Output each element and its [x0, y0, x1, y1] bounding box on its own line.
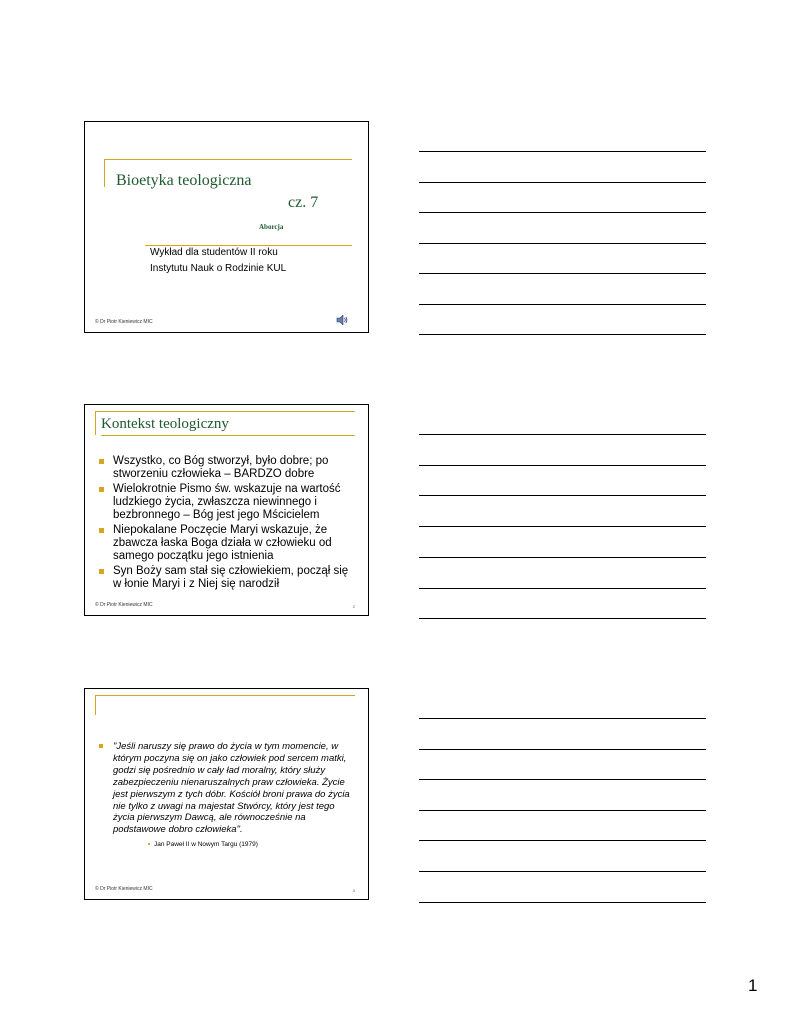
lecture-line-2: Instytutu Nauk o Rodzinie KUL [150, 263, 287, 274]
title-left-rule [95, 695, 96, 715]
title-left-rule [95, 411, 96, 435]
slide-footer: © Dr Piotr Kieniewicz MIC [95, 319, 153, 325]
bullet-item [97, 565, 352, 591]
note-line [419, 182, 706, 183]
title-top-rule [95, 695, 355, 696]
slide-title: Kontekst teologiczny [101, 416, 229, 432]
bullet-square-icon [99, 487, 104, 492]
lecture-line-1: Wykład dla studentów II roku [150, 247, 278, 258]
source-dot-icon [148, 843, 150, 845]
bullet-square-icon [99, 744, 103, 748]
bullet-item [97, 455, 352, 481]
quote-item [97, 741, 357, 836]
note-line [419, 902, 706, 903]
bullet-text: Niepokalane Poczęcie Maryi wskazuje, że zbawcza łaska Boga działa w człowieku od samego początku jego istnienia [113, 524, 332, 562]
bullet-item [97, 524, 352, 563]
slide-page-number: 3 [352, 888, 355, 893]
slide-title-part: cz. 7 [288, 194, 319, 211]
note-line [419, 465, 706, 466]
note-line [419, 243, 706, 244]
note-line [419, 557, 706, 558]
slide-2 [84, 404, 369, 616]
title-top-rule [104, 159, 352, 160]
bullet-text: Syn Boży sam stał się człowiekiem, począł się w łonie Maryi i z Niej się narodził [113, 565, 349, 590]
note-line [419, 334, 706, 335]
bullet-item [97, 483, 352, 522]
slide-title: Bioetyka teologiczna [116, 172, 252, 189]
bullet-square-icon [99, 528, 104, 533]
quote-text: "Jeśli naruszy się prawo do życia w tym momencie, w którym poczyna się on jako człowiek pod sercem matki, godzi się pośrednio w cały ład moralny, który służy zabezpieczeniu nienaruszalnych praw człowieka. Życie jest pierwszym z tych dóbr. Kościół broni prawa do życia nie tylko z uwagi na majestat Stwórcy, który jest tego życia pierwszym Dawcą, ale równocześnie na podstawowe dobro człowieka". [113, 741, 350, 836]
note-line [419, 526, 706, 527]
note-line [419, 618, 706, 619]
note-line [419, 779, 706, 780]
source-text: Jan Paweł II w Nowym Targu (1979) [154, 841, 258, 848]
note-line [419, 304, 706, 305]
note-line [419, 434, 706, 435]
bullet-square-icon [99, 569, 104, 574]
quote-source [148, 841, 258, 848]
quote-list [97, 741, 357, 836]
note-line [419, 588, 706, 589]
note-line [419, 810, 706, 811]
note-line [419, 871, 706, 872]
note-line [419, 718, 706, 719]
slide-3 [84, 688, 369, 900]
note-line [419, 273, 706, 274]
slide-topic: Aborcja [259, 223, 284, 231]
bullet-text: Wielokrotnie Pismo św. wskazuje na wartość ludzkiego życia, zwłaszcza niewinnego i bezbronnego – Bóg jest jego Mścicielem [113, 483, 341, 521]
note-line [419, 749, 706, 750]
bullet-square-icon [99, 459, 104, 464]
bullet-text: Wszystko, co Bóg stworzył, było dobre; po stworzeniu człowieka – BARDZO dobre [113, 455, 329, 480]
note-line [419, 151, 706, 152]
slide-footer: © Dr Piotr Kieniewicz MIC [95, 886, 153, 892]
title-left-rule [104, 159, 105, 187]
subtitle-rule [145, 245, 352, 246]
slide-1 [84, 121, 369, 333]
bullet-list [97, 455, 352, 591]
title-top-rule [95, 411, 355, 412]
note-line [419, 212, 706, 213]
slide-page-number: 2 [352, 604, 355, 609]
slide-footer: © Dr Piotr Kieniewicz MIC [95, 602, 153, 608]
speaker-icon[interactable] [336, 315, 348, 325]
title-bottom-rule [101, 435, 355, 436]
page-number: 1 [748, 976, 758, 995]
note-line [419, 495, 706, 496]
note-line [419, 840, 706, 841]
